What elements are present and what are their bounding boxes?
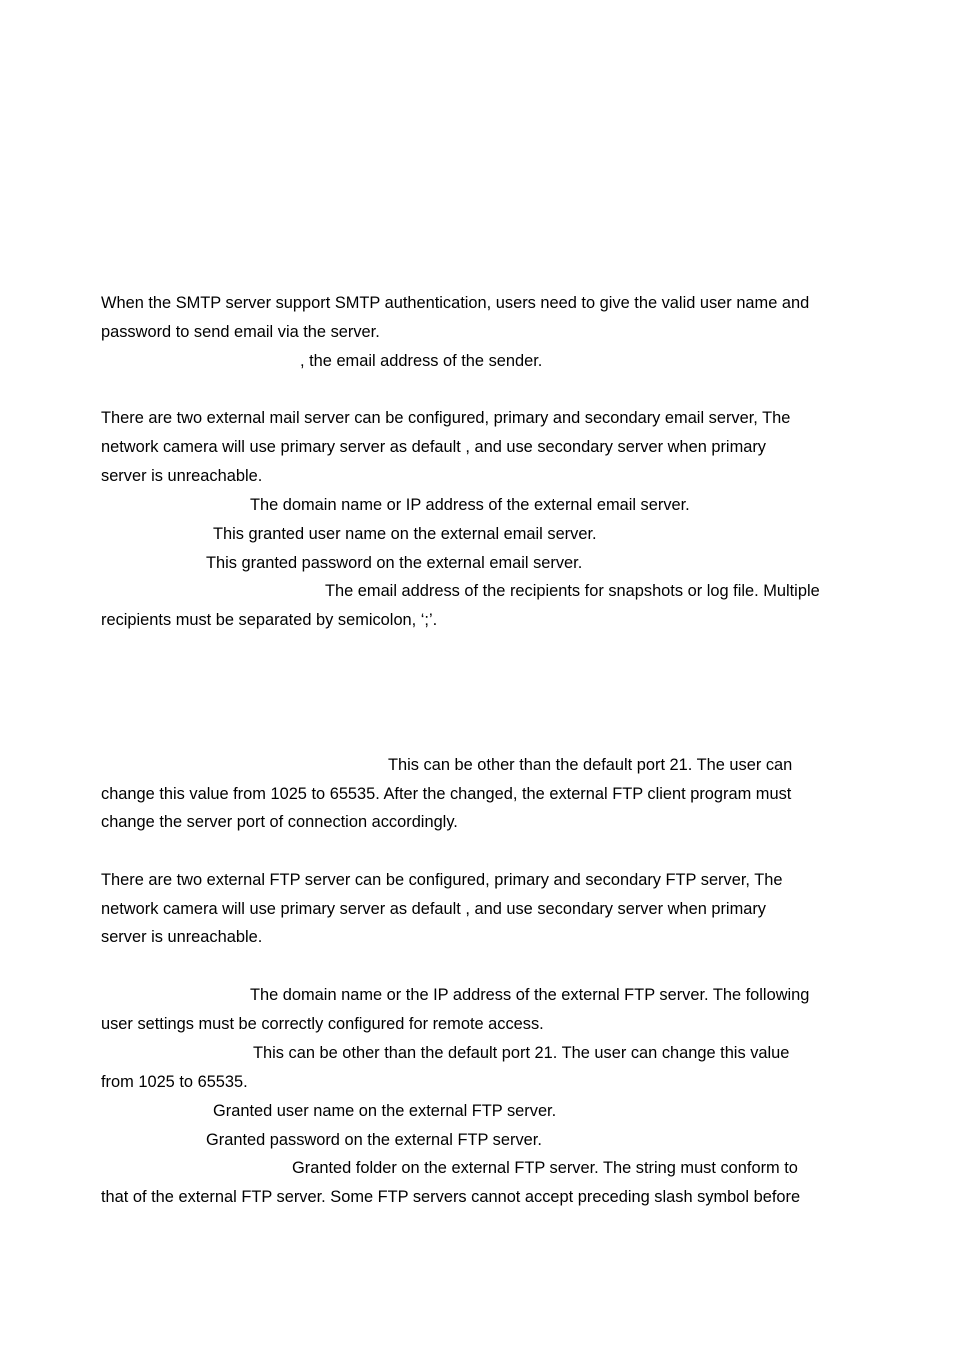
smtp-auth-line-1: When the SMTP server support SMTP authentication, users need to give the valid user name and xyxy=(101,294,810,312)
recipient-description: The email address of the recipients for snapshots or log file. Multiple xyxy=(325,582,820,600)
sender-description: , the email address of the sender. xyxy=(300,352,543,370)
ftp-port-line-1: This can be other than the default port 21. The user can xyxy=(388,756,793,774)
ftp-servers-line-2: network camera will use primary server as default , and use secondary server when primary xyxy=(101,900,766,918)
recipient-description-cont: recipients must be separated by semicolon, ‘;’. xyxy=(101,611,438,629)
mail-servers-line-2: network camera will use primary server as default , and use secondary server when primary xyxy=(101,438,766,456)
ftp-port-line-2: change this value from 1025 to 65535. After the changed, the external FTP client program must xyxy=(101,785,792,803)
mail-server-description: The domain name or IP address of the external email server. xyxy=(250,496,690,514)
mail-password-description: This granted password on the external email server. xyxy=(206,554,583,572)
ftp-password-description: Granted password on the external FTP server. xyxy=(206,1131,542,1149)
mail-servers-line-3: server is unreachable. xyxy=(101,467,263,485)
ftp-server-description-cont: user settings must be correctly configured for remote access. xyxy=(101,1015,544,1033)
smtp-auth-line-2: password to send email via the server. xyxy=(101,323,380,341)
mail-servers-line-1: There are two external mail server can be configured, primary and secondary email server, The xyxy=(101,409,791,427)
ftp-server-port-description: This can be other than the default port 21. The user can change this value xyxy=(253,1044,790,1062)
ftp-remote-folder-description-cont: that of the external FTP server. Some FTP servers cannot accept preceding slash symbol before xyxy=(101,1188,801,1206)
ftp-servers-line-3: server is unreachable. xyxy=(101,928,263,946)
mail-user-name-description: This granted user name on the external email server. xyxy=(213,525,597,543)
ftp-user-name-description: Granted user name on the external FTP server. xyxy=(213,1102,557,1120)
ftp-servers-line-1: There are two external FTP server can be configured, primary and secondary FTP server, The xyxy=(101,871,783,889)
ftp-server-port-description-cont: from 1025 to 65535. xyxy=(101,1073,248,1091)
ftp-port-line-3: change the server port of connection accordingly. xyxy=(101,813,458,831)
ftp-server-description: The domain name or the IP address of the external FTP server. The following xyxy=(250,986,810,1004)
ftp-remote-folder-description: Granted folder on the external FTP server. The string must conform to xyxy=(292,1159,798,1177)
